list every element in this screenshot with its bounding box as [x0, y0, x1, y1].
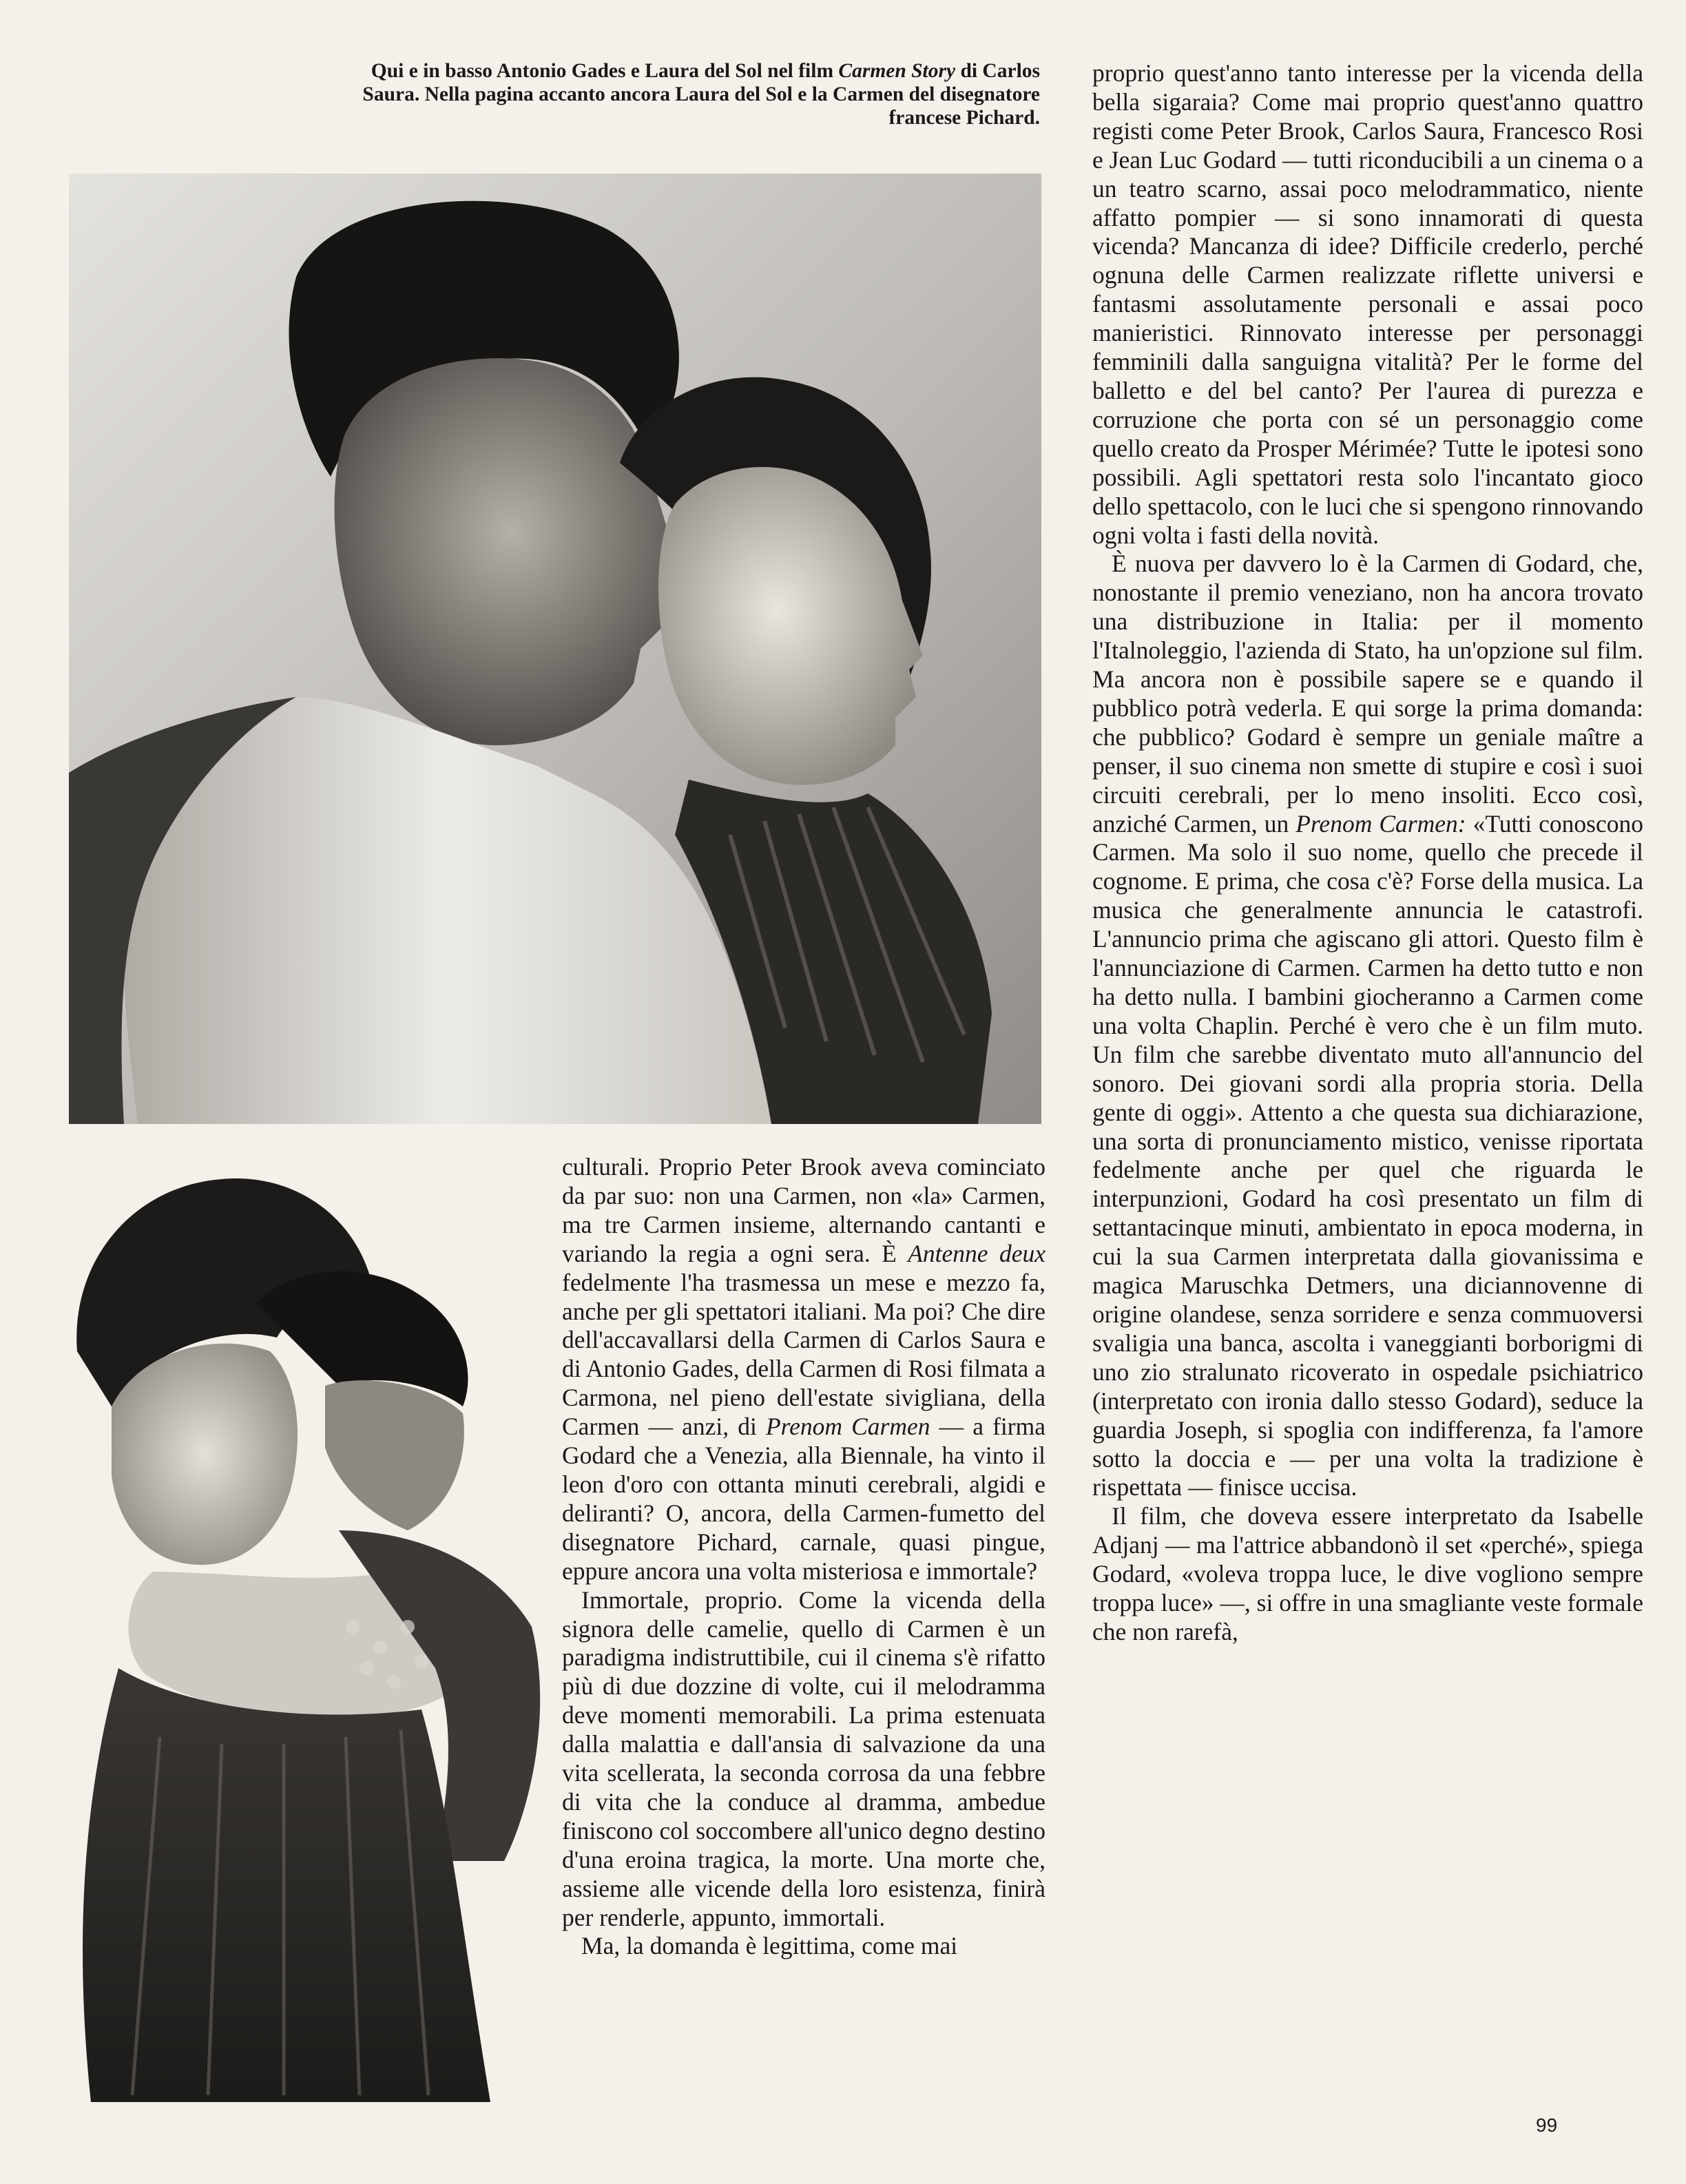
photo-caption [358, 59, 1040, 129]
paragraph [562, 1153, 1045, 1586]
article-column-right [1092, 59, 1643, 1647]
article-column-middle [562, 1153, 1045, 1961]
photo-gades-del-sol [69, 174, 1041, 1124]
text-run: «Tutti conoscono Carmen. Ma solo il suo nome, quello che precede il cognome. E prima, che cosa c'è? Forse della musica. La musica che generalmente annuncia le catastrofi. L'annuncio prima che agiscano gli attori. Questo film è l'annunciazione di Carmen. Carmen ha detto tutto e non ha detto nulla. I bambini giocheranno a Carmen come una volta Chaplin. Perché è vero che è un film muto. Un film che sarebbe diventato muto all'annuncio del sonoro. Dei giovani sordi alla propria storia. Della gente di oggi». Attento a che questa sua dichiarazione, una sorta di pronunciamento mistico, venisse riportata fedelmente anche per quel che riguarda le interpunzioni, Godard ha così presentato un film di settantacinque minuti, ambientato in epoca moderna, in cui la sua Carmen interpretata dalla giovanissima e magica Maruschka Detmers, una diciannovenne di origine olandese, senza sorridere e senza commuoversi svaligia una banca, ascolta i vaneggianti borborigmi di uno zio stralunato ricoverato in ospedale psichiatrico (interpretato con ironia dallo stesso Godard), seduce la guardia Joseph, si spoglia con indifferenza, fa l'amore sotto la doccia e — per una volta la tradizione è rispettata — finisce uccisa. [1092, 809, 1644, 1501]
paragraph: proprio quest'anno tanto interesse per la vicenda della bella sigaraia? Come mai proprio quest'anno quattro registi come Peter Brook, Carlos Saura, Francesco Rosi e Jean Luc Godard — tutti riconducibili a un cinema o a un teatro scarno, assai poco melodrammatico, niente affatto pompier — si sono innamorati di questa vicenda? Mancanza di idee? Difficile crederlo, perché ognuna delle Carmen realizzate riflette universi e fantasmi assolutamente personali e assai poco manieristici. Rinnovato interesse per personaggi femminili dalla sanguigna vitalità? Per le forme del balletto e del bel canto? Per l'aurea di purezza e corruzione che porta con sé un personaggio come quello creato da Prosper Mérimée? Tutte le ipotesi sono possibili. Agli spettatori resta solo l'incantato gioco dello spettacolo, con le luci che si spengono rinnovando ogni volta i fasti della novità. [1092, 59, 1643, 549]
caption-text: Qui e in basso Antonio Gades e Laura del Sol nel film [371, 60, 839, 82]
text-run: — a firma Godard che a Venezia, alla Biennale, ha vinto il leon d'oro con ottanta minuti cerebrali, algidi e deliranti? O, ancora, della Carmen-fumetto del disegnatore Pichard, carnale, quasi pingue, eppure ancora una volta misteriosa e immortale? [562, 1413, 1045, 1585]
photo-embrace [50, 1145, 559, 2143]
italic-title: Prenom Carmen [765, 1413, 930, 1441]
text-run: È nuova per davvero lo è la Carmen di Godard, che, nonostante il premio veneziano, non ha ancora trovato una distribuzione in Italia: per il momento l'Italnoleggio, l'azienda di Stato, ha un'opzione sul film. Ma ancora non è possibile sapere se e quando il pubblico potrà vederla. E qui sorge la prima domanda: che pubblico? Godard è sempre un geniale maître a penser, il suo cinema non smette di stupire e così i suoi circuiti cerebrali, per lo meno insoliti. Ecco così, anziché Carmen, un [1092, 550, 1643, 838]
page-number: 99 [1536, 2114, 1558, 2136]
italic-title: Prenom Carmen: [1295, 809, 1466, 838]
paragraph: Immortale, proprio. Come la vicenda della signora delle camelie, quello di Carmen è un paradigma indistruttibile, cui il cinema s'è rifatto più di due dozzine di volte, cui il melodramma deve momenti memorabili. La prima estenuata dalla malattia e dall'ansia di salvazione da una vita scellerata, la seconda corrosa da una febbre di vita che la conduce al dramma, ambedue finiscono col soccombere all'unico degno destino d'una eroina tragica, la morte. Una morte che, assieme alle vicende della loro esistenza, finirà per renderle, appunto, immortali. [562, 1585, 1045, 1931]
photo-gades-del-sol-image [69, 174, 1041, 1124]
italic-title: Antenne deux [908, 1239, 1045, 1267]
paragraph: Ma, la domanda è legittima, come mai [581, 1932, 958, 1960]
paragraph: Il film, che doveva essere interpretato da Isabelle Adjanj — ma l'attrice abbandonò il set «perché», spiega Godard, «voleva troppa luce, le dive vogliono sempre troppa luce» —, si offre in una smagliante veste formale che non rarefà, [1092, 1502, 1643, 1645]
text-run: fedelmente l'ha trasmessa un mese e mezzo fa, anche per gli spettatori italiani. Ma poi? Che dire dell'accavallarsi della Carmen di Carlos Saura e di Antonio Gades, della Carmen di Rosi filmata a Carmona, nel pieno dell'estate sivigliana, della Carmen — anzi, di [562, 1268, 1045, 1441]
text-run: culturali. Proprio Peter Brook aveva cominciato da par suo: non una Carmen, non «la» Carmen, ma tre Carmen insieme, alternando cantanti e variando la regia a ogni sera. È [562, 1153, 1045, 1267]
caption-text-2: di Carlos Saura. Nella pagina accanto ancora Laura del Sol e la Carmen del disegnatore francese Pichard. [362, 60, 1040, 129]
paragraph [1092, 550, 1643, 1502]
caption-film-title: Carmen Story [838, 60, 956, 82]
photo-embrace-image [50, 1145, 559, 2143]
